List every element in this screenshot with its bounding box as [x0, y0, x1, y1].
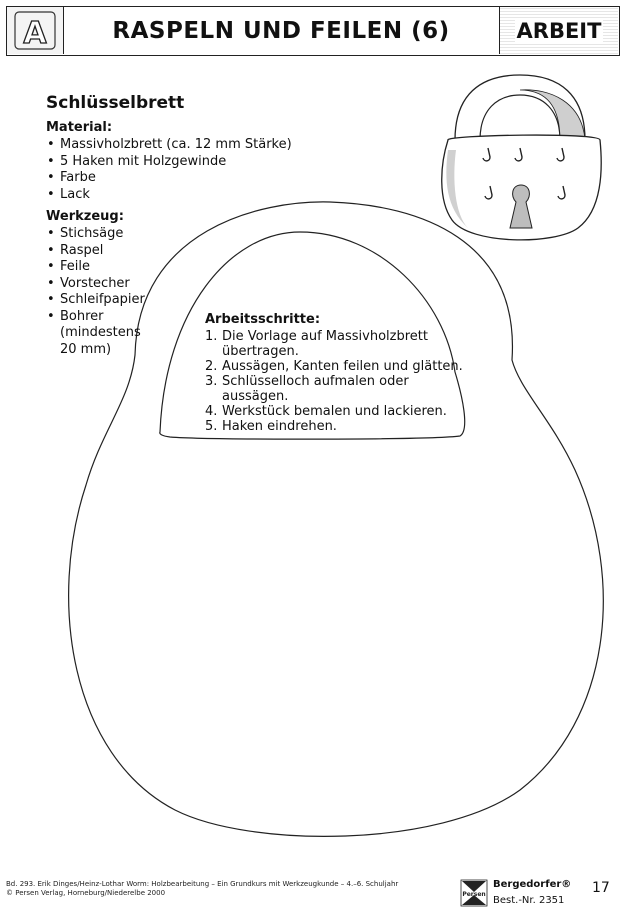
material-list	[46, 137, 292, 203]
step-item: 1. Die Vorlage auf Massivholzbrett übertragen.	[205, 329, 428, 359]
step-item: 3. Schlüsselloch aufmalen oder aussägen.	[205, 374, 409, 404]
material-item: • 5 Haken mit Holzgewinde	[46, 154, 292, 171]
bohrer-note: (mindestens 20 mm)	[60, 325, 141, 357]
arbeitsschritte-heading: Arbeitsschritte:	[205, 312, 321, 327]
svg-text:Persen: Persen	[462, 891, 486, 898]
werkzeug-item: • Bohrer	[46, 309, 145, 326]
svg-text:A: A	[23, 16, 47, 51]
werkzeug-item: • Raspel	[46, 243, 145, 260]
material-heading: Material:	[46, 120, 113, 135]
step-item: 2. Aussägen, Kanten feilen und glätten.	[205, 359, 463, 374]
footer-citation: Bd. 293. Erik Dinges/Heinz-Lothar Worm: Holzbearbeitung – Ein Grundkurs mit Werkzeugkunde – 4.–6. Schuljahr © Persen Verlag, Horneburg/Niederelbe 2000	[6, 880, 399, 897]
arbeitsschritte-list	[205, 329, 463, 434]
page-number: 17	[592, 880, 610, 896]
werkzeug-item: • Feile	[46, 259, 145, 276]
category-label: ARBEIT	[500, 7, 618, 54]
material-item: • Lack	[46, 187, 292, 204]
publisher-brand: Bergedorfer®	[493, 879, 572, 890]
order-number: Best.-Nr. 2351	[493, 895, 565, 906]
step-item: 4. Werkstück bemalen und lackieren.	[205, 404, 447, 419]
padlock-illustration	[442, 75, 601, 240]
template-outer-outline	[69, 202, 604, 836]
publisher-logo	[461, 880, 487, 906]
werkzeug-item: • Stichsäge	[46, 226, 145, 243]
material-item: • Massivholzbrett (ca. 12 mm Stärke)	[46, 137, 292, 154]
werkzeug-item: • Schleifpapier	[46, 292, 145, 309]
page-title: RASPELN UND FEILEN (6)	[63, 7, 500, 54]
werkzeug-heading: Werkzeug:	[46, 209, 124, 224]
section-title: Schlüsselbrett	[46, 93, 185, 113]
material-item: • Farbe	[46, 170, 292, 187]
step-item: 5. Haken eindrehen.	[205, 419, 337, 434]
werkzeug-item: • Vorstecher	[46, 276, 145, 293]
werkzeug-list	[46, 226, 145, 325]
